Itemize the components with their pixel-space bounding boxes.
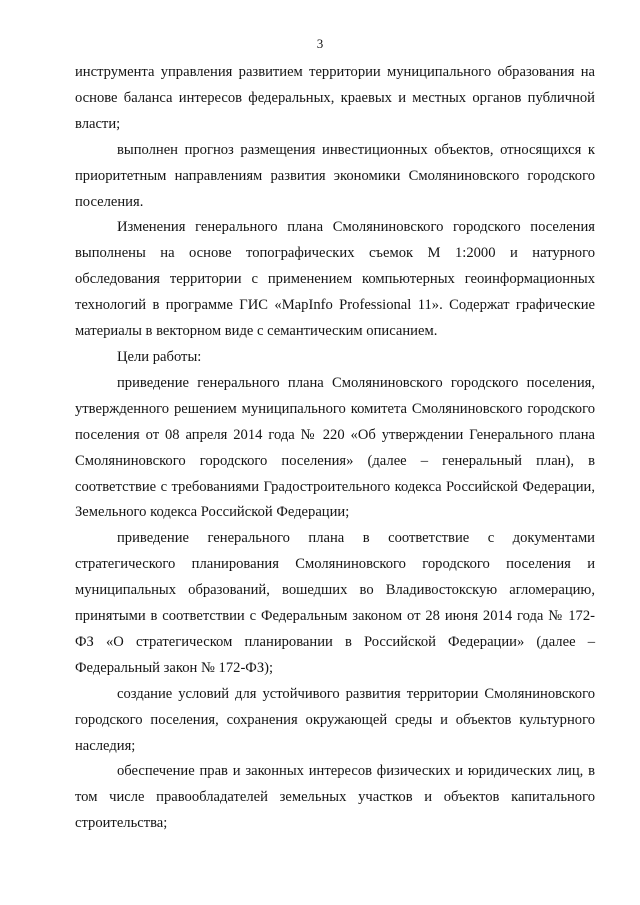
paragraph: приведение генерального плана Смоляниновского городского поселения, утвержденного решением муниципального комитета Смоляниновского городского поселения от 08 апреля 2014 года № 220 «Об утверждении Генерального плана Смоляниновского городского поселения» (далее – генеральный план), в соответствие с требованиями Градостроительного кодекса Российской Федерации, Земельного кодекса Российской Федерации; (75, 374, 595, 521)
paragraph: инструмента управления развитием территории муниципального образования на основе баланса интересов федеральных, краевых и местных органов публичной власти; (75, 64, 595, 132)
document-body (75, 60, 595, 837)
paragraph: Цели работы: (117, 348, 202, 365)
paragraph: создание условий для устойчивого развития территории Смоляниновского городского поселения, сохранения окружающей среды и объектов культурного наследия; (75, 685, 595, 754)
paragraph: Изменения генерального плана Смоляниновского городского поселения выполнены на основе топографических съемок М 1:2000 и натурного обследования территории с применением компьютерных геоинформационных технологий в программе ГИС «MapInfo Professional 11». Содержат графические материалы в векторном виде с семантическим описанием. (75, 219, 595, 340)
paragraph: приведение генерального плана в соответствие с документами стратегического планирования Смоляниновского городского поселения и муниципальных образований, вошедших во Владивостокскую агломерацию, принятыми в соответствии с Федеральным законом от 28 июня 2014 года № 172-ФЗ «О стратегическом планировании в Российской Федерации» (далее – Федеральный закон № 172-ФЗ); (75, 530, 595, 676)
paragraph: обеспечение прав и законных интересов физических и юридических лиц, в том числе правообладателей земельных участков и объектов капитального строительства; (75, 763, 595, 832)
paragraph: выполнен прогноз размещения инвестиционных объектов, относящихся к приоритетным направлениям развития экономики Смоляниновского городского поселения. (75, 141, 595, 210)
page-number: 3 (316, 36, 324, 51)
